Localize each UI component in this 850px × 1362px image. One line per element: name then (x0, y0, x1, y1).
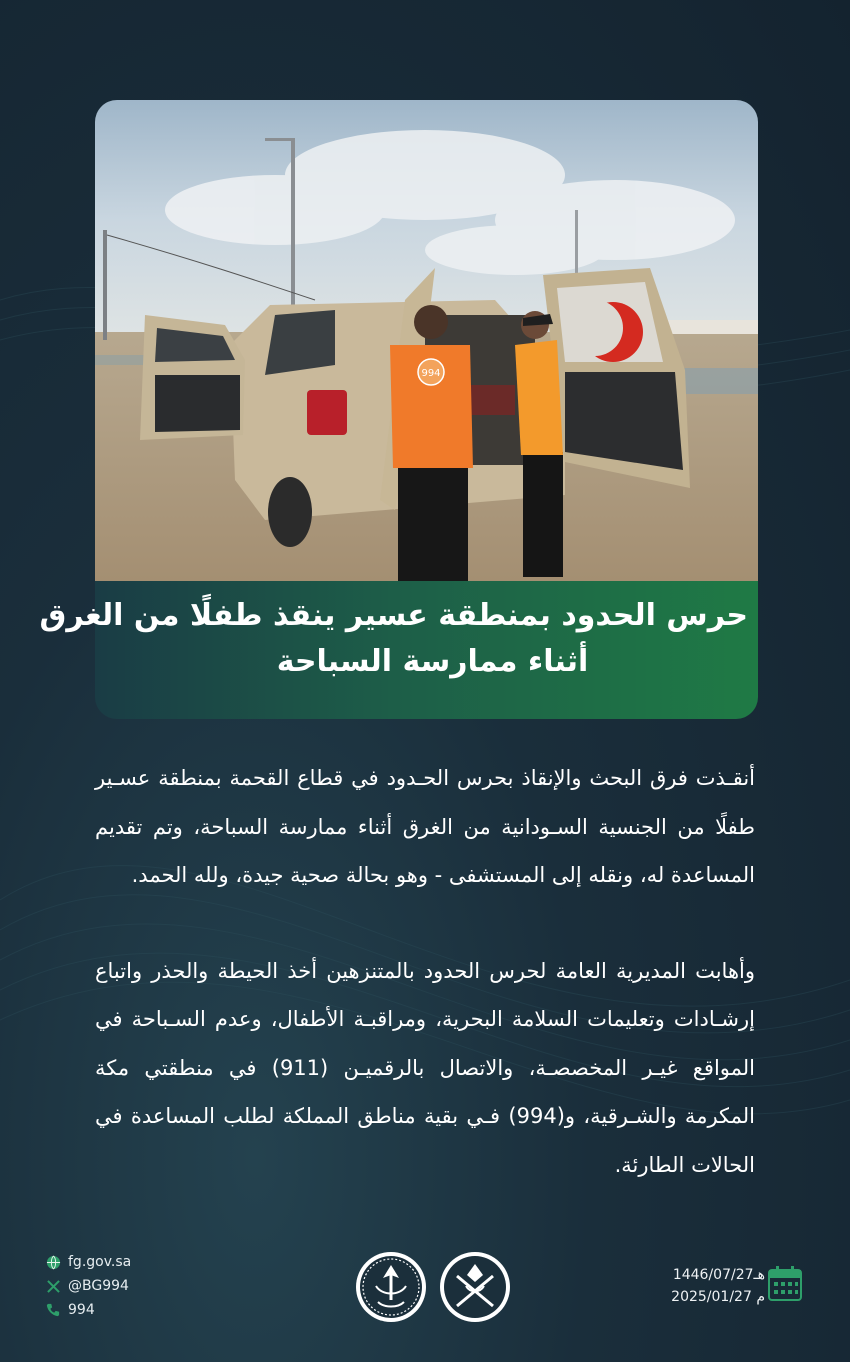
rescuer-orange-vest (390, 305, 473, 581)
saudi-emblem (440, 1252, 510, 1322)
paragraph-2: وأهابت المديرية العامة لحرس الحدود بالمتنزهين أخذ الحيطة والحذر واتباع إرشـادات وتعليمات السلامة البحرية، ومراقبـة الأطفال، وعدم السـباحة في المواقع غيـر المخصصـة، والاتصال بالرقميـن (911) في منطقتي مكة المكرمة والشـرقية، و(994) فـي بقية مناطق المملكة لطلب المساعدة في الحالات الطارئة. (95, 958, 756, 1177)
phone-row[interactable] (45, 1298, 131, 1322)
phone-number[interactable]: 994 (68, 1302, 95, 1318)
x-handle-link[interactable]: @BG994 (68, 1278, 129, 1294)
border-guard-emblem (356, 1252, 426, 1322)
contact-list (45, 1250, 131, 1322)
calendar-icon (767, 1264, 803, 1302)
headline-line-1: حرس الحدود بمنطقة عسير ينقذ طفلًا من الغرق (39, 598, 748, 633)
gregorian-date: 2025/01/27 م (671, 1289, 765, 1305)
website-row[interactable] (45, 1250, 131, 1274)
paragraph-1: أنقـذت فرق البحث والإنقاذ بحرس الحـدود في قطاع القحمة بمنطقة عسـير طفلًا من الجنسية السـودانية من الغرق أثناء ممارسة السباحة، وتم تقديم المساعدة له، ونقله إلى المستشفى - وهو بحالة صحية جيدة، ولله الحمد. (95, 766, 755, 887)
article-body (95, 754, 755, 1189)
globe-icon (45, 1254, 61, 1270)
vest-number: 994 (421, 368, 441, 379)
x-row[interactable] (45, 1274, 131, 1298)
website-link[interactable]: fg.gov.sa (68, 1254, 132, 1270)
headline-line-2: أثناء ممارسة السباحة (276, 644, 589, 679)
phone-icon (45, 1302, 61, 1318)
x-logo-icon (45, 1278, 61, 1294)
news-photo (95, 100, 758, 581)
hijri-date: 1446/07/27هـ (672, 1267, 765, 1283)
date-block (620, 1264, 765, 1308)
emblems (354, 1248, 512, 1326)
headline-banner (39, 581, 758, 719)
